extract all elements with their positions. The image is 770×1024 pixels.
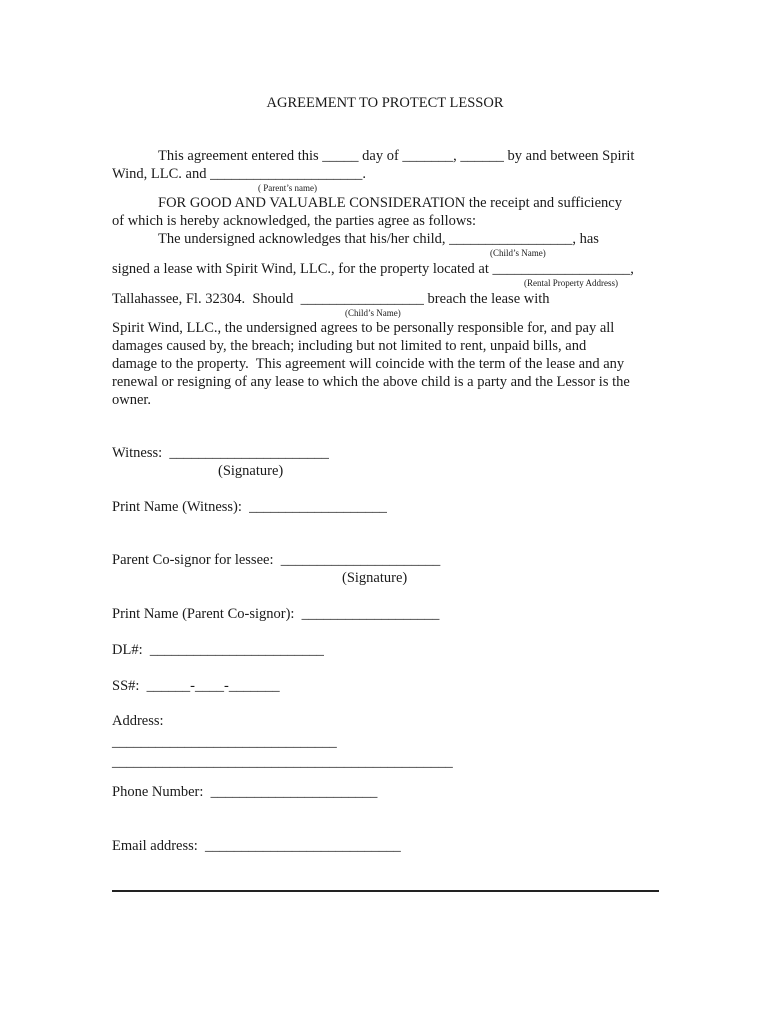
address-label: Address: <box>112 713 164 729</box>
body-line-4: renewal or resigning of any lease to which the above child is a party and the Lessor is the <box>112 374 630 390</box>
parent-signature-label: (Signature) <box>342 570 408 586</box>
body-line-2: damages caused by, the breach; including but not limited to rent, unpaid bills, and <box>112 338 587 354</box>
print-name-witness-field: Print Name (Witness): ___________________ <box>112 499 387 515</box>
email-address-field: Email address: ___________________________ <box>112 838 401 854</box>
body-line-3: damage to the property. This agreement will coincide with the term of the lease and any <box>112 356 625 372</box>
body-line-5: owner. <box>112 392 152 408</box>
child-name-caption-1: (Child’s Name) <box>490 248 546 258</box>
footer-rule <box>112 890 659 892</box>
child-name-caption-2: (Child’s Name) <box>345 308 401 318</box>
address-line-2: _______________________________________________ <box>112 754 453 770</box>
witness-field: Witness: ______________________ <box>112 445 329 461</box>
parent-name-caption: ( Parent’s name) <box>258 183 317 193</box>
consideration-line-2: of which is hereby acknowledged, the parties agree as follows: <box>112 213 476 229</box>
print-name-parent-field: Print Name (Parent Co-signor): ___________________ <box>112 606 440 622</box>
address-line-1: _______________________________ <box>112 734 337 750</box>
intro-line-2: Wind, LLC. and _____________________. <box>112 166 366 182</box>
undersigned-line: The undersigned acknowledges that his/her child, _________________, has <box>158 231 599 247</box>
intro-line-1: This agreement entered this _____ day of _______, ______ by and between Spirit <box>158 148 635 164</box>
ss-number-field: SS#: ______-____-_______ <box>112 678 280 694</box>
parent-cosigner-field: Parent Co-signor for lessee: ______________________ <box>112 552 441 568</box>
witness-signature-label: (Signature) <box>218 463 284 479</box>
body-line-1: Spirit Wind, LLC., the undersigned agrees to be personally responsible for, and pay all <box>112 320 615 336</box>
should-line: Tallahassee, Fl. 32304. Should _________________ breach the lease with <box>112 291 550 307</box>
dl-number-field: DL#: ________________________ <box>112 642 324 658</box>
consideration-line-1: FOR GOOD AND VALUABLE CONSIDERATION the receipt and sufficiency <box>158 195 622 211</box>
rental-address-caption: (Rental Property Address) <box>524 278 618 288</box>
phone-number-field: Phone Number: _______________________ <box>112 784 378 800</box>
lease-line: signed a lease with Spirit Wind, LLC., for the property located at ___________________, <box>112 261 634 277</box>
document-title: AGREEMENT TO PROTECT LESSOR <box>266 95 504 111</box>
